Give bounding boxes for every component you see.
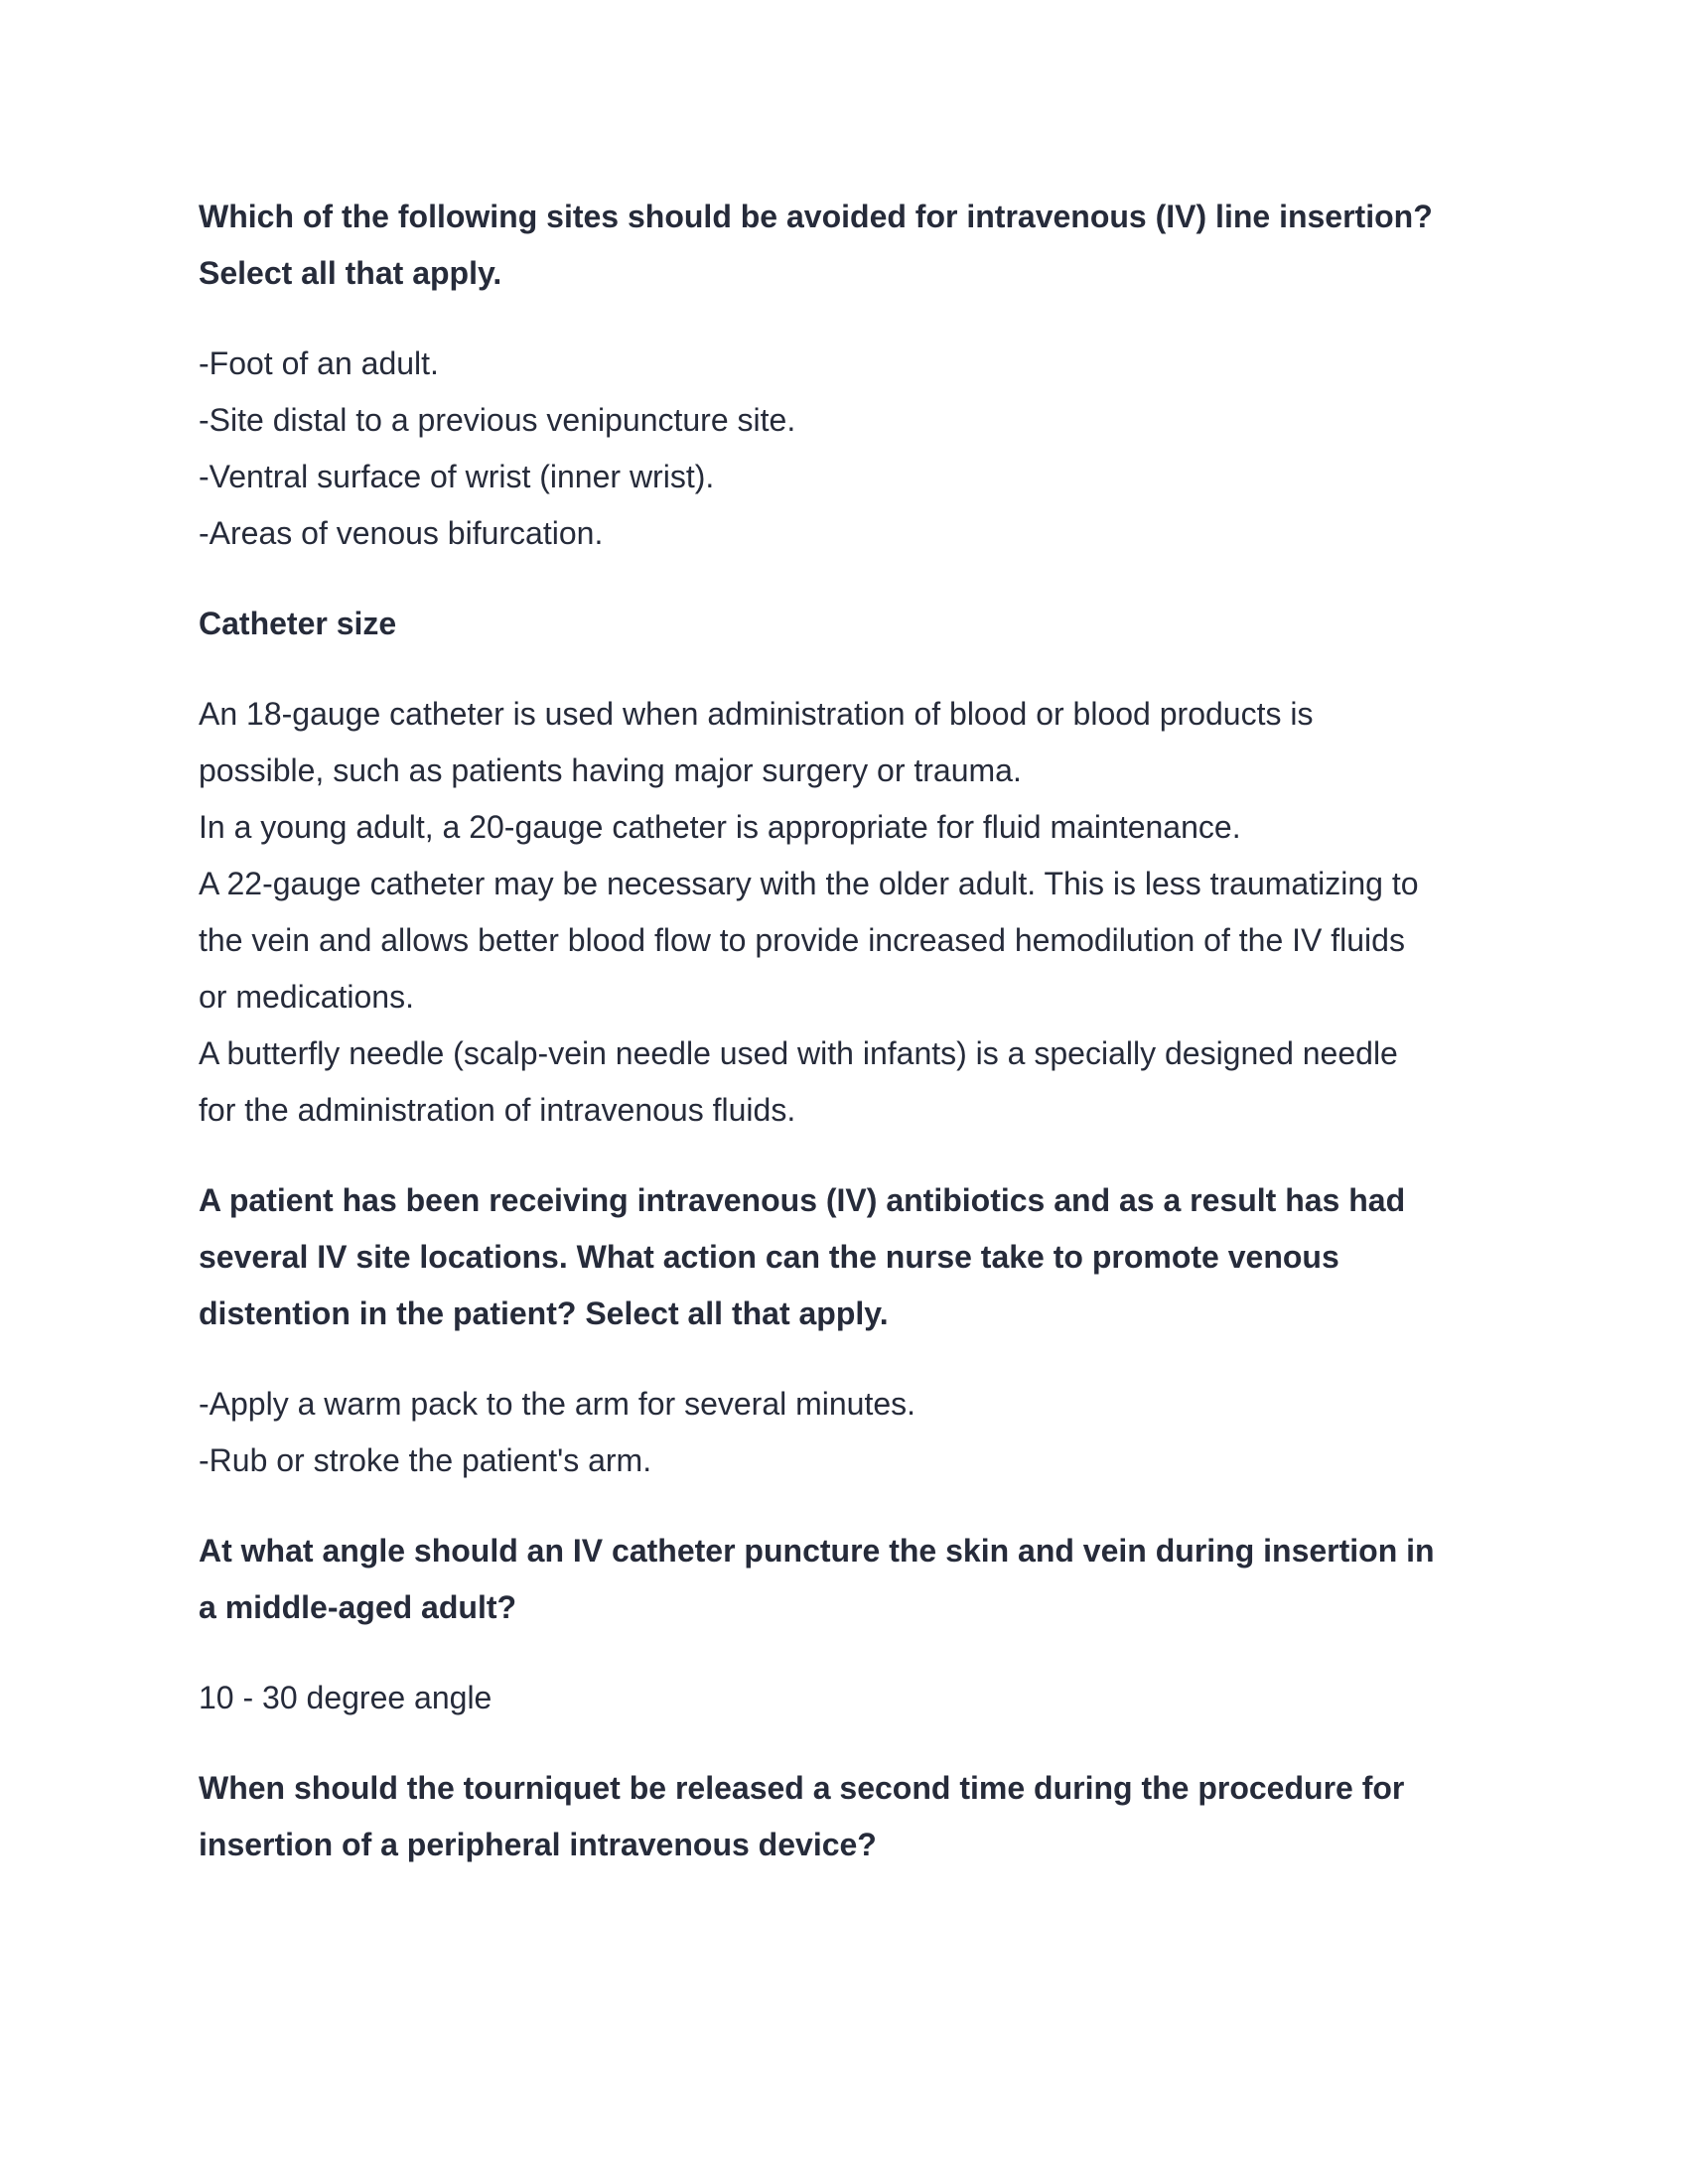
answer-venous-distention: [199, 1376, 1509, 1489]
body-line: possible, such as patients having major surgery or trauma.: [199, 752, 1022, 788]
answer-iv-sites-to-avoid: [199, 336, 1509, 562]
question-line: When should the tourniquet be released a second time during the procedure for: [199, 1770, 1405, 1806]
answer-line: -Ventral surface of wrist (inner wrist).: [199, 459, 715, 494]
answer-line: 10 - 30 degree angle: [199, 1680, 492, 1715]
question-line: distention in the patient? Select all that apply.: [199, 1296, 889, 1331]
question-line: insertion of a peripheral intravenous device?: [199, 1827, 877, 1862]
answer-line: -Apply a warm pack to the arm for several minutes.: [199, 1386, 916, 1422]
question-line: Select all that apply.: [199, 255, 502, 291]
question-tourniquet-release: [199, 1760, 1509, 1873]
heading-line: Catheter size: [199, 606, 397, 641]
question-insertion-angle: [199, 1523, 1509, 1636]
question-venous-distention: [199, 1172, 1509, 1342]
answer-line: -Foot of an adult.: [199, 345, 439, 381]
catheter-size-explanation: [199, 686, 1509, 1139]
body-line: A butterfly needle (scalp-vein needle used with infants) is a specially designed needle: [199, 1035, 1398, 1071]
body-line: for the administration of intravenous fluids.: [199, 1092, 796, 1128]
answer-insertion-angle: [199, 1670, 1509, 1726]
body-line: An 18-gauge catheter is used when administration of blood or blood products is: [199, 696, 1314, 732]
answer-line: -Areas of venous bifurcation.: [199, 515, 604, 551]
answer-line: -Site distal to a previous venipuncture site.: [199, 402, 796, 438]
question-line: a middle-aged adult?: [199, 1589, 517, 1625]
body-line: or medications.: [199, 979, 414, 1015]
body-line: A 22-gauge catheter may be necessary with the older adult. This is less traumatizing to: [199, 866, 1419, 901]
body-line: In a young adult, a 20-gauge catheter is appropriate for fluid maintenance.: [199, 809, 1241, 845]
answer-line: -Rub or stroke the patient's arm.: [199, 1442, 652, 1478]
question-line: A patient has been receiving intravenous (IV) antibiotics and as a result has had: [199, 1182, 1406, 1218]
section-heading-catheter-size: [199, 596, 1509, 652]
body-line: the vein and allows better blood flow to provide increased hemodilution of the IV fluids: [199, 922, 1405, 958]
document-page: [199, 189, 1509, 1907]
question-line: At what angle should an IV catheter puncture the skin and vein during insertion in: [199, 1533, 1435, 1569]
question-line: Which of the following sites should be avoided for intravenous (IV) line insertion?: [199, 199, 1433, 234]
question-iv-sites-to-avoid: [199, 189, 1509, 302]
question-line: several IV site locations. What action can the nurse take to promote venous: [199, 1239, 1339, 1275]
